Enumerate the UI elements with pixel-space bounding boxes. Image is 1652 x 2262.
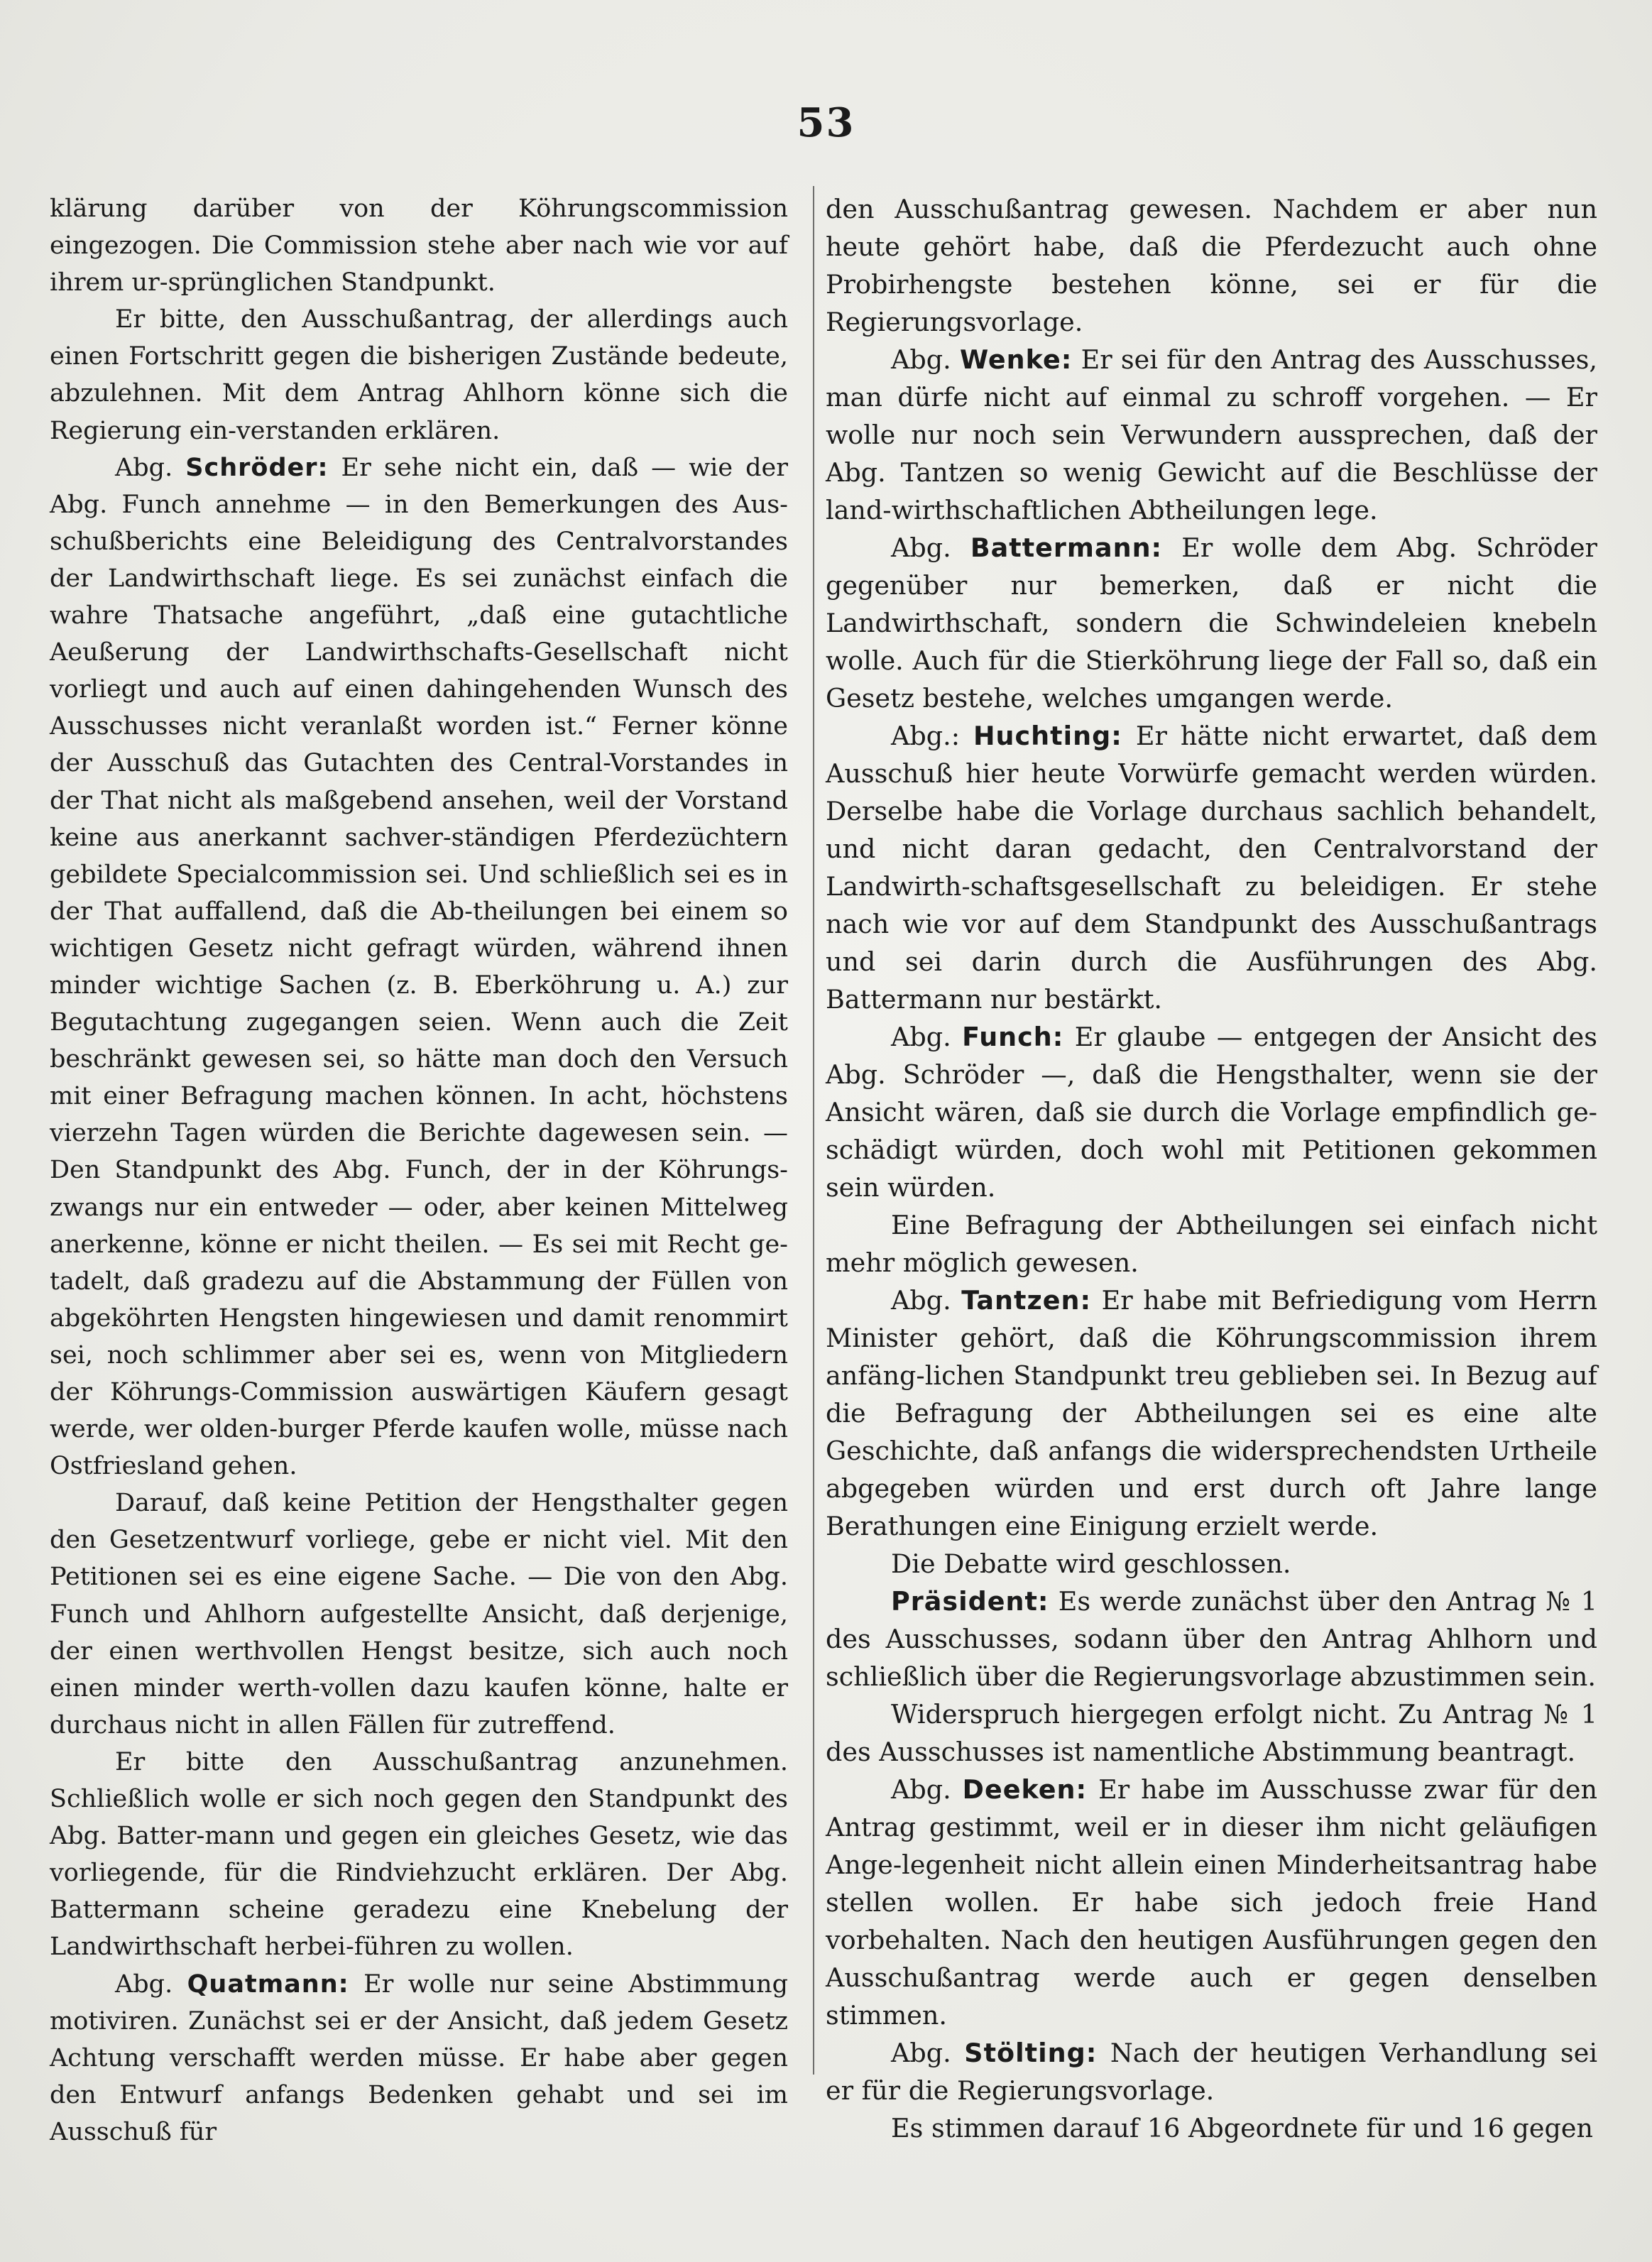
paragraph-text: Er bitte, den Ausschußantrag, der allerdings auch einen Fortschritt gegen die bisherigen Zustände bedeute, abzulehnen. Mit dem Antrag Ahlhorn könne sich die Regierung ein-verstanden erklären. <box>50 305 788 445</box>
speech-paragraph <box>50 449 788 1485</box>
paragraph <box>50 301 788 449</box>
paragraph <box>826 190 1597 341</box>
paragraph <box>50 1744 788 1966</box>
speech-paragraph <box>826 1771 1597 2034</box>
president-paragraph <box>826 1583 1597 1695</box>
paragraph-text: den Ausschußantrag gewesen. Nachdem er aber nun heute gehört habe, daß die Pferdezucht auch ohne Probirhengste bestehen könne, sei er für die Regierungsvorlage. <box>826 194 1597 337</box>
speaker-name: Präsident: <box>891 1586 1049 1617</box>
speaker-name: Deeken: <box>962 1774 1088 1805</box>
paragraph <box>50 1485 788 1744</box>
paragraph-text: Er habe im Ausschusse zwar für den Antrag gestimmt, weil er in dieser ihm nicht geläufigen Ange-legenheit nicht allein einen Minderheitsantrag habe stellen wollen. Er habe sich jedoch freie Hand vorbehalten. Nach den heutigen Ausführungen gegen den Ausschußantrag werde auch er gegen denselben stimmen. <box>826 1774 1597 2031</box>
speaker-name: Battermann: <box>970 532 1163 563</box>
paragraph-text: Es werde zunächst über den Antrag № 1 des Ausschusses, sodann über den Antrag Ahlhorn und schließlich über die Regierungsvorlage abzustimmen sein. <box>826 1586 1597 1692</box>
right-column <box>826 190 1597 2147</box>
speaker-name: Tantzen: <box>961 1285 1092 1316</box>
paragraph-text: Er glaube — entgegen der Ansicht des Abg. Schröder —, daß die Hengsthalter, wenn sie der Ansicht wären, daß sie durch die Vorlage empfindlich ge-schädigt würden, doch wohl mit Petitionen gekommen sein würden. <box>826 1022 1598 1203</box>
abbreviation-abg: Abg. <box>891 1022 951 1052</box>
paragraph-text: Nach der heutigen Verhandlung sei er für die Regierungsvorlage. <box>826 2038 1597 2106</box>
paragraph <box>826 1695 1597 1771</box>
speech-paragraph <box>826 1018 1597 1206</box>
paragraph-text: Er sei für den Antrag des Ausschusses, man dürfe nicht auf einmal zu schroff vorgehen. — Er wolle nur noch sein Verwundern aussprechen, daß der Abg. Tantzen so wenig Gewicht auf die Beschlüsse der land-wirthschaftlichen Abtheilungen lege. <box>826 344 1598 525</box>
abbreviation-abg: Abg. <box>891 1774 951 1805</box>
abbreviation-abg: Abg. <box>891 2038 951 2068</box>
paragraph-text: Er sehe nicht ein, daß — wie der Abg. Funch annehme — in den Bemerkungen des Aus-schußberichts eine Beleidigung des Centralvorstandes der Landwirthschaft liege. Es sei zunächst einfach die wahre Thatsache angeführt, „daß eine gutachtliche Aeußerung der Landwirthschafts-Gesellschaft nicht vorliegt und auch auf einen dahingehenden Wunsch des Ausschusses nicht veranlaßt worden ist.“ Ferner könne der Ausschuß das Gutachten des Central-Vorstandes in der That nicht als maßgebend ansehen, weil der Vorstand keine aus anerkannt sachver-ständigen Pferdezüchtern gebildete Specialcommission sei. Und schließlich sei es in der That auffallend, daß die Ab-theilungen bei einem so wichtigen Gesetz nicht gefragt würden, während ihnen minder wichtige Sachen (z. B. Eberköhrung u. A.) zur Begutachtung zugegangen seien. Wenn auch die Zeit beschränkt gewesen sei, so hätte man doch den Versuch mit einer Befragung machen können. In acht, höchstens vierzehn Tagen würden die Berichte dagewesen sein. — Den Standpunkt des Abg. Funch, der in der Köhrungs-zwangs nur ein entweder — oder, aber keinen Mittelweg anerkenne, könne er nicht theilen. — Es sei mit Recht ge-tadelt, daß gradezu auf die Abstammung der Füllen von abgeköhrten Hengsten hingewiesen und damit renommirt sei, noch schlimmer aber sei es, wenn von Mitgliedern der Köhrungs-Commission auswärtigen Käufern gesagt werde, wer olden-burger Pferde kaufen wolle, müsse nach Ostfriesland gehen. <box>50 453 788 1481</box>
speaker-name: Funch: <box>962 1022 1064 1052</box>
speaker-name: Wenke: <box>959 344 1073 375</box>
page-number: 53 <box>797 99 855 146</box>
speech-paragraph <box>826 529 1597 717</box>
abbreviation-abg: Abg.: <box>891 721 960 751</box>
speaker-name: Stölting: <box>964 2038 1098 2068</box>
paragraph <box>826 2109 1597 2147</box>
paragraph-text: klärung darüber von der Köhrungscommission eingezogen. Die Commission stehe aber nach wie vor auf ihrem ur-sprünglichen Standpunkt. <box>50 195 788 297</box>
paragraph-text: Er hätte nicht erwartet, daß dem Ausschuß hier heute Vorwürfe gemacht werden würden. Derselbe habe die Vorlage durchaus sachlich behandelt, und nicht daran gedacht, den Centralvorstand der Landwirth-schaftsgesellschaft zu beleidigen. Er stehe nach wie vor auf dem Standpunkt des Ausschußantrags und sei darin durch die Ausführungen des Abg. Battermann nur bestärkt. <box>826 721 1597 1015</box>
paragraph <box>50 190 788 301</box>
paragraph <box>826 1206 1597 1282</box>
paragraph-text: Er wolle nur seine Abstimmung motiviren. Zunächst sei er der Ansicht, daß jedem Gesetz Achtung verschafft werden müsse. Er habe aber gegen den Entwurf anfangs Bedenken gehabt und sei im Ausschuß für <box>50 1969 788 2146</box>
paragraph-text: Darauf, daß keine Petition der Hengsthalter gegen den Gesetzentwurf vorliege, gebe er nicht viel. Mit den Petitionen sei es eine eigene Sache. — Die von den Abg. Funch und Ahlhorn aufgestellte Ansicht, daß derjenige, der einen werthvollen Hengst besitze, sich auch noch einen minder werth-vollen dazu kaufen könne, halte er durchaus nicht in allen Fällen für zutreffend. <box>50 1489 788 1739</box>
column-divider <box>813 186 814 2075</box>
paragraph <box>826 1545 1597 1583</box>
paragraph-text: Er bitte den Ausschußantrag anzunehmen. Schließlich wolle er sich noch gegen den Standpunkt des Abg. Batter-mann und gegen ein gleiches Gesetz, wie das vorliegende, für die Rindviehzucht erklären. Der Abg. Battermann scheine geradezu eine Knebelung der Landwirthschaft herbei-führen zu wollen. <box>50 1747 788 1962</box>
speech-paragraph <box>826 2034 1597 2109</box>
speech-paragraph <box>826 341 1597 529</box>
speech-paragraph <box>50 1966 788 2151</box>
speech-paragraph <box>826 1282 1597 1545</box>
abbreviation-abg: Abg. <box>891 344 951 375</box>
paragraph-text: Er wolle dem Abg. Schröder gegenüber nur bemerken, daß er nicht die Landwirthschaft, sondern die Schwindeleien knebeln wolle. Auch für die Stierköhrung liege der Fall so, daß ein Gesetz bestehe, welches umgangen werde. <box>826 532 1597 714</box>
abbreviation-abg: Abg. <box>115 1969 173 1999</box>
paragraph-text: Widerspruch hiergegen erfolgt nicht. Zu Antrag № 1 des Ausschusses ist namentliche Abstimmung beantragt. <box>826 1699 1597 1767</box>
paragraph-text: Die Debatte wird geschlossen. <box>891 1548 1291 1579</box>
paragraph-text: Er habe mit Befriedigung vom Herrn Minister gehört, daß die Köhrungscommission ihrem anfäng-lichen Standpunkt treu geblieben sei. In Bezug auf die Befragung der Abtheilungen sei es eine alte Geschichte, daß anfangs die widersprechendsten Urtheile abgegeben würden und erst durch oft Jahre lange Berathungen eine Einigung erzielt werde. <box>826 1285 1597 1541</box>
speaker-name: Huchting: <box>973 721 1122 751</box>
speech-paragraph <box>826 717 1597 1018</box>
abbreviation-abg: Abg. <box>115 453 173 482</box>
speaker-name: Quatmann: <box>187 1969 349 1999</box>
paragraph-text: Es stimmen darauf 16 Abgeordnete für und 16 gegen <box>891 2113 1593 2143</box>
abbreviation-abg: Abg. <box>891 1285 951 1316</box>
left-column <box>50 190 788 2151</box>
paragraph-text: Eine Befragung der Abtheilungen sei einfach nicht mehr möglich gewesen. <box>826 1210 1597 1278</box>
abbreviation-abg: Abg. <box>891 532 951 563</box>
speaker-name: Schröder: <box>185 453 329 482</box>
